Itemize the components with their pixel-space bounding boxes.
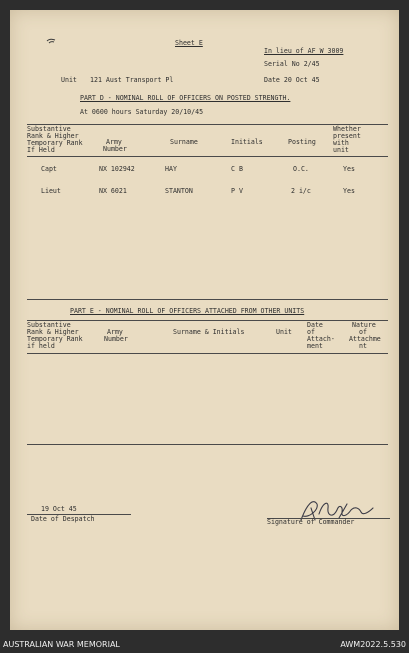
document-date: Date 20 Oct 45 (264, 76, 320, 84)
e-col-rank-line-4: if held (27, 342, 55, 350)
despatch-date: 19 Oct 45 (41, 505, 77, 513)
col-present-line-1: Whether (333, 125, 361, 133)
col-present-line-2: present (333, 132, 361, 140)
part-e-bottom-rule (27, 444, 388, 445)
part-e-top-rule (27, 320, 388, 321)
e-col-nature-line-4: nt (359, 342, 367, 350)
unit-label: Unit (61, 76, 77, 84)
e-col-rank-line-2: Rank & Higher (27, 328, 79, 336)
document-page (10, 10, 399, 630)
col-present-line-3: with (333, 139, 349, 147)
col-surname: Surname (170, 138, 198, 146)
part-d-title: PART D - NOMINAL ROLL OF OFFICERS ON POSTED STRENGTH. (80, 94, 291, 102)
unit-value: 121 Aust Transport Pl (90, 76, 174, 84)
archive-reference: AWM2022.5.530 (340, 640, 406, 649)
row-2-initials: P V (231, 187, 243, 195)
row-2-surname: STANTON (165, 187, 193, 195)
despatch-label: Date of Despatch (31, 515, 95, 523)
e-col-rank-line-3: Temporary Rank (27, 335, 83, 343)
e-col-nature-line-1: Nature (352, 321, 376, 329)
col-army-line-2: Number (103, 145, 127, 153)
col-rank-line-3: Temporary Rank (27, 139, 83, 147)
e-col-army-line-2: Number (104, 335, 128, 343)
e-col-date-line-1: Date (307, 321, 323, 329)
col-army-line-1: Army (106, 138, 122, 146)
e-col-unit: Unit (276, 328, 292, 336)
archive-name: AUSTRALIAN WAR MEMORIAL (3, 640, 120, 649)
e-col-date-line-4: ment (307, 342, 323, 350)
serial-number: Serial No 2/45 (264, 60, 320, 68)
part-d-time: At 0600 hours Saturday 20/10/45 (80, 108, 204, 116)
row-2-rank: Lieut (41, 187, 61, 195)
archive-footer-bar (0, 637, 409, 653)
e-col-nature-line-3: Attachme (349, 335, 381, 343)
col-rank-line-4: If Held (27, 146, 55, 154)
e-col-date-line-3: Attach- (307, 335, 335, 343)
row-2-army-number: NX 6021 (99, 187, 127, 195)
row-1-present: Yes (343, 165, 355, 173)
part-e-header-rule (27, 353, 388, 354)
part-d-header-rule (27, 156, 388, 157)
signature-label: Signature of Commander (267, 518, 355, 526)
row-2-present: Yes (343, 187, 355, 195)
row-1-rank: Capt (41, 165, 57, 173)
col-initials: Initials (231, 138, 263, 146)
col-present-line-4: unit (333, 146, 349, 154)
e-col-rank-line-1: Substantive (27, 321, 71, 329)
e-col-date-line-2: of (307, 328, 315, 336)
row-1-posting: O.C. (293, 165, 309, 173)
e-col-nature-line-2: of (359, 328, 367, 336)
row-1-initials: C B (231, 165, 243, 173)
in-lieu-label: In lieu of AF W 3009 (264, 47, 344, 55)
col-posting: Posting (288, 138, 316, 146)
col-rank-line-1: Substantive (27, 125, 71, 133)
sheet-label: Sheet E (175, 39, 203, 47)
punch-hole-mark (46, 38, 56, 44)
row-1-army-number: NX 102942 (99, 165, 135, 173)
e-col-surname-initials: Surname & Initials (173, 328, 245, 336)
row-1-surname: HAY (165, 165, 177, 173)
part-d-bottom-rule (27, 299, 388, 300)
e-col-army-line-1: Army (107, 328, 123, 336)
row-2-posting: 2 i/c (291, 187, 311, 195)
col-rank-line-2: Rank & Higher (27, 132, 79, 140)
part-e-title: PART E - NOMINAL ROLL OF OFFICERS ATTACHED FROM OTHER UNITS (70, 307, 305, 315)
